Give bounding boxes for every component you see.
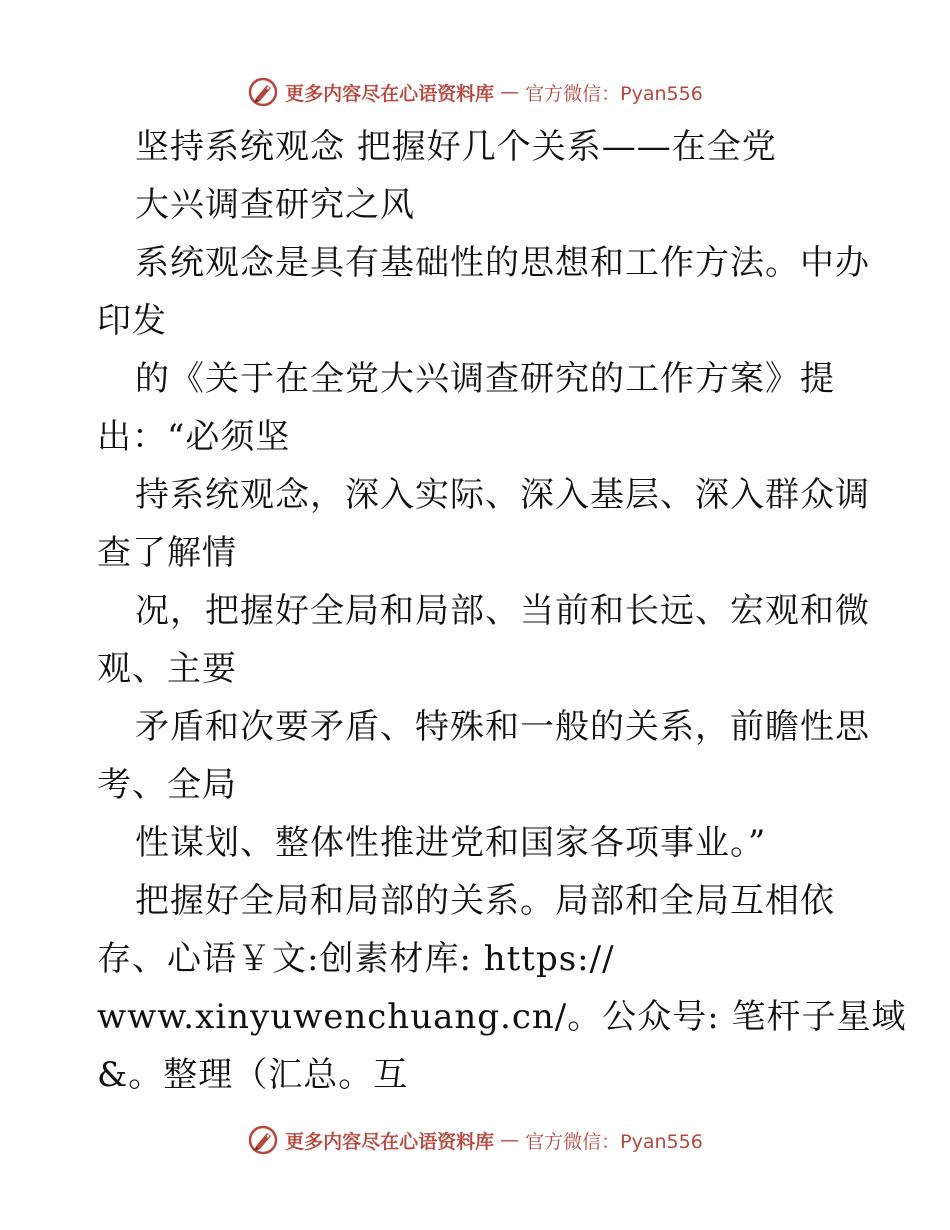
document-body (97, 118, 917, 1104)
paragraph-line: 把握好全局和局部的关系。局部和全局互相依 (135, 881, 835, 921)
pen-nib-icon (247, 76, 279, 108)
paragraph-line: 出：“必须坚 (97, 417, 291, 457)
paragraph-line: 持系统观念，深入实际、深入基层、深入群众调 (135, 475, 870, 515)
banner-wechat-text: 官方微信：Pyan556 (525, 82, 703, 105)
paragraph-line: 考、全局 (97, 765, 237, 805)
paragraph-line: 印发 (97, 301, 167, 341)
paragraph-line: 性谋划、整体性推进党和国家各项事业。” (135, 823, 767, 863)
title-line: 大兴调查研究之风 (135, 185, 415, 225)
footer-banner (0, 1120, 950, 1160)
banner-separator: — (500, 81, 520, 103)
paragraph-line: 系统观念是具有基础性的思想和工作方法。中办 (135, 243, 870, 283)
paragraph-line: www.xinyuwenchuang.cn/。公众号: 笔杆子星域 (97, 997, 907, 1037)
paragraph-line: 观、主要 (97, 649, 237, 689)
banner-wechat-text: 官方微信：Pyan556 (525, 1130, 703, 1153)
paragraph-line: 存、心语￥文:创素材库: https:// (97, 939, 615, 979)
paragraph-line: &。整理（汇总。互 (97, 1055, 409, 1095)
paragraph-line: 况，把握好全局和局部、当前和长远、宏观和微 (135, 591, 870, 631)
title-line: 坚持系统观念 把握好几个关系——在全党 (135, 127, 777, 167)
paragraph-line: 矛盾和次要矛盾、特殊和一般的关系，前瞻性思 (135, 707, 870, 747)
banner-separator: — (500, 1129, 520, 1151)
pen-nib-icon (247, 1124, 279, 1156)
paragraph-line: 查了解情 (97, 533, 237, 573)
banner-site-text: 更多内容尽在心语资料库 (285, 1130, 495, 1153)
paragraph-line: 的《关于在全党大兴调查研究的工作方案》提 (135, 359, 835, 399)
banner-site-text: 更多内容尽在心语资料库 (285, 82, 495, 105)
header-banner (0, 72, 950, 112)
